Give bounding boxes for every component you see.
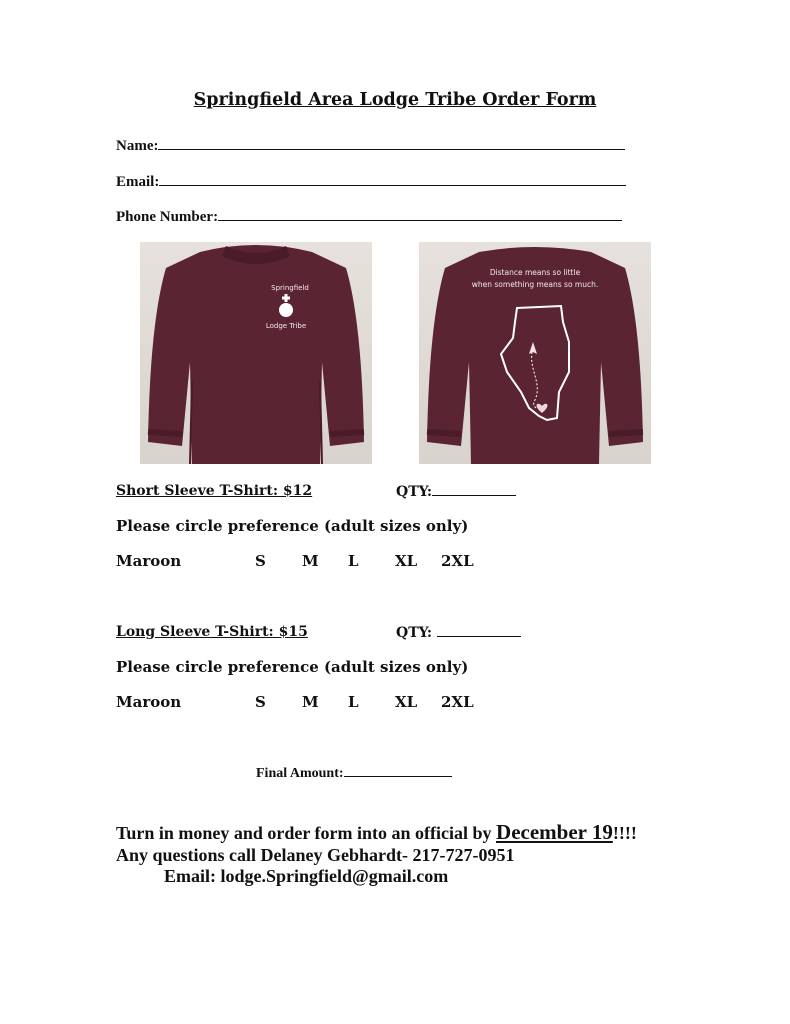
long-size-2xl[interactable]: 2XL	[441, 693, 474, 711]
short-sleeve-heading: Short Sleeve T-Shirt: $12	[116, 483, 313, 499]
footer-email-line: Email: lodge.Springfield@gmail.com	[164, 866, 449, 886]
long-size-m[interactable]: M	[302, 693, 319, 711]
email-label: Email:	[116, 174, 160, 190]
short-sleeve-qty-label: QTY:	[396, 484, 433, 500]
short-size-l[interactable]: L	[348, 552, 359, 570]
short-size-xl[interactable]: XL	[395, 552, 418, 570]
email-line[interactable]	[159, 171, 626, 186]
phone-label: Phone Number:	[116, 209, 219, 225]
short-sleeve-color: Maroon	[116, 552, 182, 570]
long-sleeve-qty-label: QTY:	[396, 625, 433, 641]
long-sleeve-color: Maroon	[116, 693, 182, 711]
form-title: Springfield Area Lodge Tribe Order Form	[193, 90, 597, 110]
name-field[interactable]	[116, 135, 625, 155]
final-amount-field[interactable]	[256, 764, 452, 782]
front-logo-bottom: Lodge Tribe	[265, 322, 307, 330]
back-quote-line1: Distance means so little	[489, 268, 581, 277]
long-size-l[interactable]: L	[348, 693, 359, 711]
long-sleeve-heading: Long Sleeve T-Shirt: $15	[116, 624, 308, 640]
shirt-back-photo	[419, 242, 651, 464]
email-field[interactable]	[116, 171, 626, 191]
short-sleeve-preference: Please circle preference (adult sizes only)	[116, 517, 469, 535]
footer-contact-line: Any questions call Delaney Gebhardt- 217-727-0951	[116, 845, 515, 865]
final-amount-label: Final Amount:	[256, 766, 344, 781]
long-sleeve-preference: Please circle preference (adult sizes only)	[116, 658, 469, 676]
footer-instruction: Turn in money and order form into an official by	[116, 823, 497, 843]
short-size-m[interactable]: M	[302, 552, 319, 570]
short-sleeve-qty-line[interactable]	[432, 483, 516, 496]
back-quote-line2: when something means so much.	[471, 280, 599, 289]
long-sleeve-qty-line[interactable]	[437, 624, 521, 637]
long-size-xl[interactable]: XL	[395, 693, 418, 711]
footer-deadline-line	[116, 820, 637, 845]
footer-exclaim: !!!!	[612, 823, 637, 843]
short-sleeve-qty-field[interactable]	[396, 483, 516, 500]
long-sleeve-qty-field[interactable]	[396, 624, 521, 641]
short-size-s[interactable]: S	[255, 552, 266, 570]
long-size-s[interactable]: S	[255, 693, 266, 711]
phone-line[interactable]	[218, 206, 622, 221]
deadline-date: December 19	[496, 820, 613, 844]
front-logo-top: Springfield	[271, 284, 309, 292]
shirt-front-photo	[140, 242, 372, 464]
name-label: Name:	[116, 138, 159, 154]
name-line[interactable]	[158, 135, 625, 150]
final-amount-line[interactable]	[344, 764, 452, 777]
phone-field[interactable]	[116, 206, 622, 226]
orb-icon	[279, 303, 293, 317]
short-size-2xl[interactable]: 2XL	[441, 552, 474, 570]
